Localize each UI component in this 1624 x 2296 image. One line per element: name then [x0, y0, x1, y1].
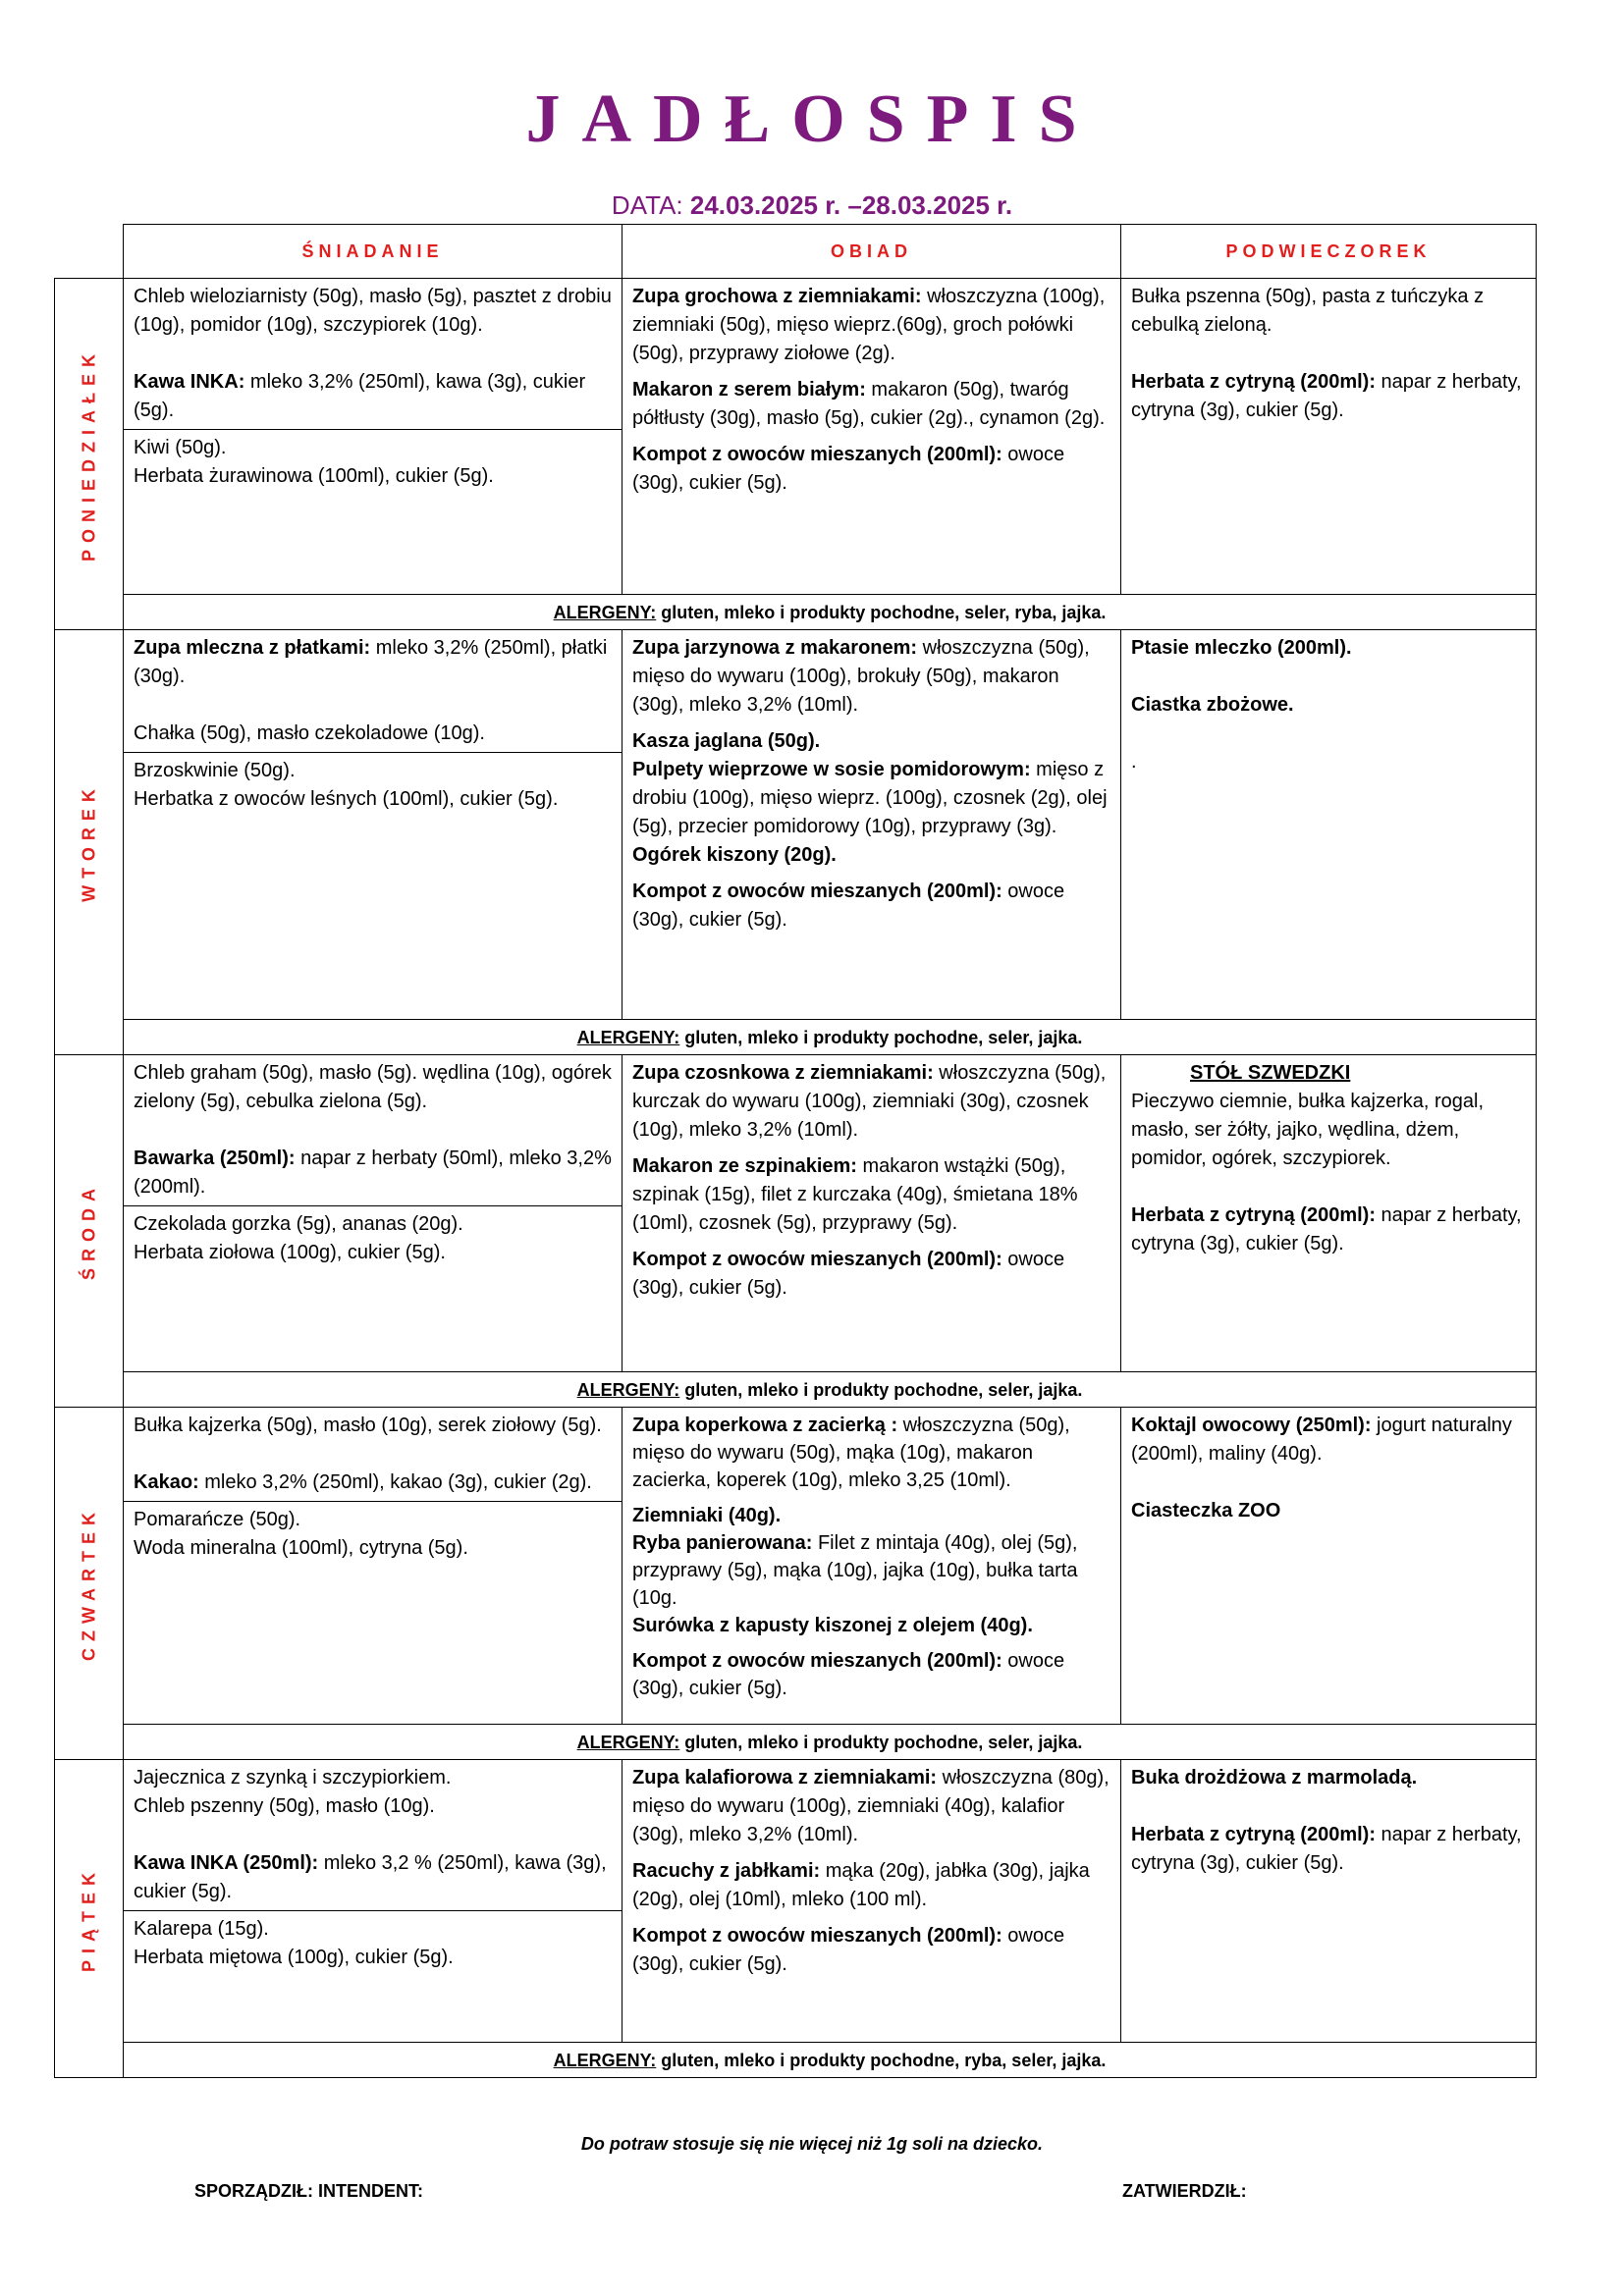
allergens-thursday: ALERGENY: gluten, mleko i produkty pochodne, seler, jajka. — [124, 1725, 1537, 1760]
corner-cell — [55, 225, 124, 279]
lunch-item: Surówka z kapusty kiszonej z olejem (40g). — [632, 1615, 1033, 1636]
day-wednesday — [55, 1055, 124, 1408]
allergen-row-thursday — [55, 1725, 1537, 1760]
breakfast-drink: Bawarka (250ml): napar z herbaty (50ml), mleko 3,2% (200ml). — [134, 1148, 612, 1198]
lunch-item: Kompot z owoców mieszanych (200ml): owoce (30g), cukier (5g). — [632, 1650, 1065, 1699]
row-thursday — [55, 1408, 1537, 1725]
snack-item: Bułka pszenna (50g), pasta z tuńczyka z cebulką zieloną. — [1131, 286, 1485, 336]
snack-thursday — [1121, 1408, 1537, 1725]
day-tuesday — [55, 630, 124, 1055]
row-tuesday — [55, 630, 1537, 1020]
lunch-monday — [623, 279, 1121, 595]
lunch-item: Zupa grochowa z ziemniakami: włoszczyzna (100g), ziemniaki (50g), mięso wieprz.(60g), groch połówki (50g), przyprawy ziołowe (2g). — [632, 286, 1106, 364]
approved-by: ZATWIERDZIŁ: — [1122, 2181, 1247, 2201]
lunch-item: Zupa jarzynowa z makaronem: włoszczyzna (50g), mięso do wywaru (100g), brokuły (50g), makaron (30g), mleko 3,2% (10ml). — [632, 637, 1090, 716]
lunch-item: Kompot z owoców mieszanych (200ml): owoce (30g), cukier (5g). — [632, 1249, 1065, 1299]
second-breakfast: Brzoskwinie (50g). Herbatka z owoców leśnych (100ml), cukier (5g). — [124, 752, 622, 818]
breakfast-drink: Kakao: mleko 3,2% (250ml), kakao (3g), cukier (2g). — [134, 1471, 592, 1493]
lunch-item: Kompot z owoców mieszanych (200ml): owoce (30g), cukier (5g). — [632, 881, 1065, 931]
column-snack: PODWIECZOREK — [1121, 225, 1537, 279]
second-breakfast: Kalarepa (15g). Herbata miętowa (100g), cukier (5g). — [124, 1910, 622, 1976]
breakfast-item: Bułka kajzerka (50g), masło (10g), serek ziołowy (5g). — [134, 1415, 602, 1436]
day-label: CZWARTEK — [79, 1506, 98, 1661]
date-range — [0, 190, 1624, 221]
snack-item: Koktajl owocowy (250ml): jogurt naturalny (200ml), maliny (40g). — [1131, 1415, 1512, 1465]
breakfast-tuesday — [124, 630, 623, 1020]
snack-tuesday — [1121, 630, 1537, 1020]
allergens-wednesday: ALERGENY: gluten, mleko i produkty pochodne, seler, jajka. — [124, 1372, 1537, 1408]
breakfast-drink: Kawa INKA: mleko 3,2% (250ml), kawa (3g), cukier (5g). — [134, 371, 586, 421]
allergens-tuesday: ALERGENY: gluten, mleko i produkty pochodne, seler, jajka. — [124, 1020, 1537, 1055]
snack-heading: STÓŁ SZWEDZKI — [1190, 1062, 1351, 1084]
salt-note: Do potraw stosuje się nie więcej niż 1g soli na dziecko. — [580, 2134, 1044, 2154]
lunch-item: Zupa koperkowa z zacierką : włoszczyzna (50g), mięso do wywaru (50g), mąka (10g), makaron zacierka, koperek (10g), mleko 3,25 (10ml). — [632, 1415, 1070, 1491]
snack-drink: Herbata z cytryną (200ml): napar z herbaty, cytryna (3g), cukier (5g). — [1131, 1204, 1522, 1255]
lunch-item: Racuchy z jabłkami: mąka (20g), jabłka (30g), jajka (20g), olej (10ml), mleko (100 ml). — [632, 1860, 1090, 1910]
snack-wednesday — [1121, 1055, 1537, 1372]
snack-item: Ptasie mleczko (200ml). — [1131, 637, 1352, 659]
lunch-item: Makaron ze szpinakiem: makaron wstążki (50g), szpinak (15g), filet z kurczaka (40g), śmietana 18% (10ml), czosnek (5g), przyprawy (5g). — [632, 1155, 1078, 1234]
snack-item: Pieczywo ciemnie, bułka kajzerka, rogal, masło, ser żółty, jajko, wędlina, dżem, pomidor, ogórek, szczypiorek. — [1131, 1091, 1485, 1169]
breakfast-friday — [124, 1760, 623, 2043]
lunch-tuesday — [623, 630, 1121, 1020]
prepared-by: SPORZĄDZIŁ: INTENDENT: — [194, 2181, 423, 2201]
breakfast-thursday — [124, 1408, 623, 1725]
snack-drink: Herbata z cytryną (200ml): napar z herbaty, cytryna (3g), cukier (5g). — [1131, 1824, 1522, 1874]
day-label: PONIEDZIAŁEK — [79, 347, 98, 561]
breakfast-drink: Kawa INKA (250ml): mleko 3,2 % (250ml), kawa (3g), cukier (5g). — [134, 1852, 607, 1902]
row-friday — [55, 1760, 1537, 2043]
lunch-item: Ziemniaki (40g). — [632, 1505, 782, 1526]
allergen-row-tuesday — [55, 1020, 1537, 1055]
lunch-wednesday — [623, 1055, 1121, 1372]
lunch-friday — [623, 1760, 1121, 2043]
day-label: PIĄTEK — [79, 1865, 98, 1972]
breakfast-item: Chleb graham (50g), masło (5g). wędlina (10g), ogórek zielony (5g), cebulka zielona (5g). — [134, 1062, 612, 1112]
allergens-monday: ALERGENY: gluten, mleko i produkty pochodne, seler, ryba, jajka. — [124, 595, 1537, 630]
lunch-item: Makaron z serem białym: makaron (50g), twaróg półtłusty (30g), masło (5g), cukier (2g)., cynamon (2g). — [632, 379, 1106, 429]
row-wednesday — [55, 1055, 1537, 1372]
snack-item: Ciasteczka ZOO — [1131, 1500, 1281, 1522]
lunch-item: Kompot z owoców mieszanych (200ml): owoce (30g), cukier (5g). — [632, 1925, 1065, 1975]
day-thursday — [55, 1408, 124, 1760]
lunch-item: Ogórek kiszony (20g). — [632, 844, 837, 866]
header-row — [55, 225, 1537, 279]
second-breakfast: Czekolada gorzka (5g), ananas (20g). Herbata ziołowa (100g), cukier (5g). — [124, 1205, 622, 1271]
breakfast-item: Chałka (50g), masło czekoladowe (10g). — [134, 722, 485, 744]
date-value: 24.03.2025 r. –28.03.2025 r. — [689, 190, 1013, 220]
menu-table — [54, 224, 1537, 2078]
day-label: WTOREK — [79, 782, 98, 902]
breakfast-item: Chleb pszenny (50g), masło (10g). — [134, 1795, 435, 1817]
breakfast-wednesday — [124, 1055, 623, 1372]
snack-friday — [1121, 1760, 1537, 2043]
snack-item: Buka drożdżowa z marmoladą. — [1131, 1767, 1418, 1789]
breakfast-item: Jajecznica z szynką i szczypiorkiem. — [134, 1767, 452, 1789]
snack-monday — [1121, 279, 1537, 595]
date-label: DATA: — [611, 190, 683, 220]
page-title: JADŁOSPIS — [525, 81, 1099, 157]
lunch-thursday — [623, 1408, 1121, 1725]
day-label: ŚRODA — [79, 1181, 98, 1281]
snack-item: Ciastka zbożowe. — [1131, 694, 1294, 716]
snack-item: . — [1131, 751, 1137, 773]
lunch-item: Ryba panierowana: Filet z mintaja (40g), olej (5g), przyprawy (5g), mąka (10g), jajka (10g), bułka tarta (10g. — [632, 1532, 1078, 1609]
column-lunch: OBIAD — [623, 225, 1121, 279]
row-monday — [55, 279, 1537, 595]
allergen-row-friday — [55, 2043, 1537, 2078]
breakfast-monday — [124, 279, 623, 595]
day-monday — [55, 279, 124, 630]
lunch-item: Pulpety wieprzowe w sosie pomidorowym: mięso z drobiu (100g), mięso wieprz. (100g), czosnek (2g), olej (5g), przecier pomidorowy (10g), przyprawy (3g). — [632, 759, 1108, 837]
lunch-item: Kasza jaglana (50g). — [632, 730, 821, 752]
allergen-row-wednesday — [55, 1372, 1537, 1408]
allergens-friday: ALERGENY: gluten, mleko i produkty pochodne, ryba, seler, jajka. — [124, 2043, 1537, 2078]
snack-drink: Herbata z cytryną (200ml): napar z herbaty, cytryna (3g), cukier (5g). — [1131, 371, 1522, 421]
lunch-item: Kompot z owoców mieszanych (200ml): owoce (30g), cukier (5g). — [632, 444, 1065, 494]
day-friday — [55, 1760, 124, 2078]
second-breakfast: Pomarańcze (50g). Woda mineralna (100ml), cytryna (5g). — [124, 1501, 622, 1594]
lunch-item: Zupa czosnkowa z ziemniakami: włoszczyzna (50g), kurczak do wywaru (100g), ziemniaki (30g), czosnek (10g), mleko 3,2% (10ml). — [632, 1062, 1107, 1141]
allergen-row-monday — [55, 595, 1537, 630]
column-breakfast: ŚNIADANIE — [124, 225, 623, 279]
breakfast-item: Zupa mleczna z płatkami: mleko 3,2% (250ml), płatki (30g). — [134, 637, 608, 687]
second-breakfast: Kiwi (50g). Herbata żurawinowa (100ml), cukier (5g). — [124, 429, 622, 495]
lunch-item: Zupa kalafiorowa z ziemniakami: włoszczyzna (80g), mięso do wywaru (100g), ziemniaki (40g), kalafior (30g), mleko 3,2% (10ml). — [632, 1767, 1110, 1845]
breakfast-item: Chleb wieloziarnisty (50g), masło (5g), pasztet z drobiu (10g), pomidor (10g), szczypiorek (10g). — [134, 286, 612, 336]
